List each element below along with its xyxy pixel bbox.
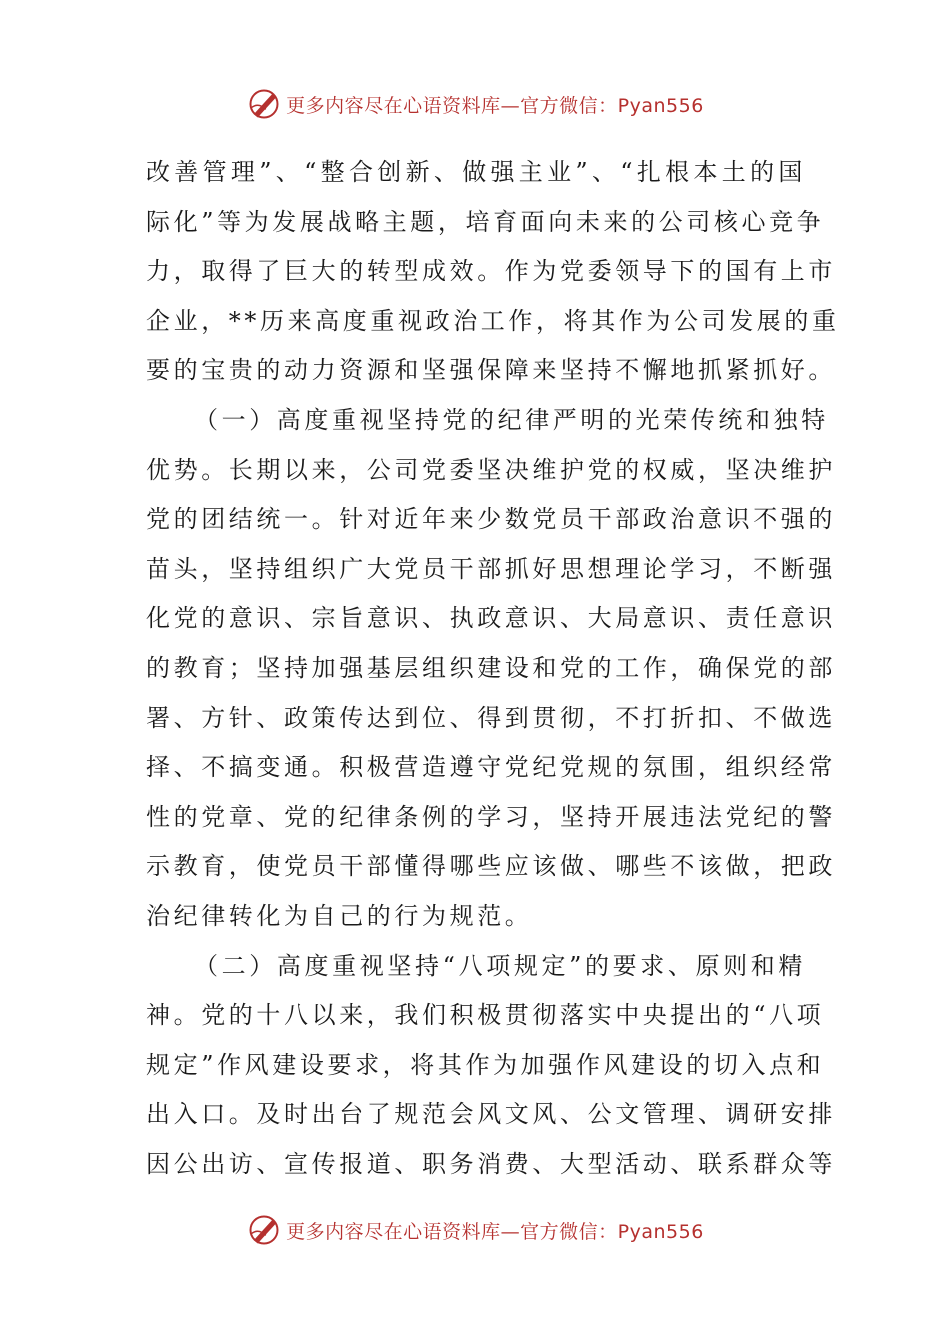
document-body [146, 148, 840, 1189]
text-line: 因公出访、宣传报道、职务消费、大型活动、联系群众等 [146, 1149, 836, 1178]
banner-text: 更多内容尽在心语资料库—官方微信：Pyan556 [286, 94, 704, 117]
text-line: 治纪律转化为自己的行为规范。 [146, 901, 533, 930]
paragraph-first-line: （二）高度重视坚持“八项规定”的要求、原则和精 [194, 951, 806, 980]
pen-logo-icon [246, 1212, 282, 1248]
wechat-handle: Pyan556 [617, 1220, 704, 1243]
text-line: 的教育；坚持加强基层组织建设和党的工作，确保党的部 [146, 653, 836, 682]
paragraph-first-line: （一）高度重视坚持党的纪律严明的光荣传统和独特 [194, 405, 829, 434]
header-banner [0, 84, 950, 124]
pen-logo-icon [246, 86, 282, 122]
text-line: 神。党的十八以来，我们积极贯彻落实中央提出的“八项 [146, 1001, 825, 1030]
text-line: 规定”作风建设要求，将其作为加强作风建设的切入点和 [146, 1050, 825, 1079]
wechat-handle: Pyan556 [617, 94, 704, 117]
text-line: 党的团结统一。针对近年来少数党员干部政治意识不强的 [146, 505, 836, 534]
banner-text: 更多内容尽在心语资料库—官方微信：Pyan556 [286, 1220, 704, 1243]
text-line: 改善管理”、“整合创新、做强主业”、“扎根本土的国 [146, 158, 806, 186]
text-line: 化党的意识、宗旨意识、执政意识、大局意识、责任意识 [146, 604, 836, 633]
text-line: 择、不搞变通。积极营造遵守党纪党规的氛围，组织经常 [146, 753, 836, 782]
text-line: 性的党章、党的纪律条例的学习，坚持开展违法党纪的警 [146, 802, 836, 831]
text-line: 际化”等为发展战略主题，培育面向未来的公司核心竞争 [146, 207, 825, 236]
text-line: 企业，**历来高度重视政治工作，将其作为公司发展的重 [146, 306, 840, 335]
text-line: 优势。长期以来，公司党委坚决维护党的权威，坚决维护 [146, 455, 836, 484]
text-line: 苗头，坚持组织广大党员干部抓好思想理论学习，不断强 [146, 554, 836, 583]
text-line: 要的宝贵的动力资源和坚强保障来坚持不懈地抓紧抓好。 [146, 356, 836, 385]
text-line: 出入口。及时出台了规范会风文风、公文管理、调研安排 [146, 1100, 836, 1129]
text-line: 署、方针、政策传达到位、得到贯彻，不打折扣、不做选 [146, 703, 836, 732]
text-line: 力，取得了巨大的转型成效。作为党委领导下的国有上市 [146, 257, 836, 286]
text-line: 示教育，使党员干部懂得哪些应该做、哪些不该做，把政 [146, 852, 836, 881]
footer-banner [0, 1210, 950, 1250]
